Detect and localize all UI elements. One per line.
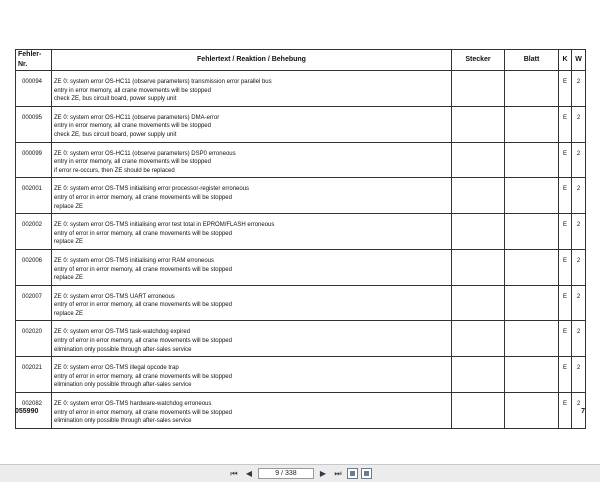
error-number: 002007 [16,285,52,321]
blatt-cell [505,393,559,429]
error-description-line: ZE 0: system error OS-TMS initialising error RAM erroneous [54,257,215,264]
error-description-line: ZE 0: system error OS-HC11 (observe parameters) DMA-error [54,114,220,121]
error-description [52,285,452,321]
w-cell: 2 [572,178,586,214]
stecker-cell [452,321,505,357]
stecker-cell [452,71,505,107]
w-cell: 2 [572,249,586,285]
w-cell: 2 [572,285,586,321]
error-description-line: ZE 0: system error OS-TMS hardware-watchdog erroneous [54,401,212,408]
error-description-line: entry in error memory, all crane movements will be stopped [54,123,211,130]
error-table [15,49,586,429]
previous-page-icon[interactable]: ◀ [245,469,253,478]
k-cell: E [559,285,572,321]
page-number: 7 [581,408,585,415]
error-description [52,249,452,285]
next-page-icon[interactable]: ▶ [319,469,327,478]
error-number: 000094 [16,71,52,107]
header-fehlertext: Fehlertext / Reaktion / Behebung [52,50,452,71]
table-row [16,321,586,357]
k-cell: E [559,106,572,142]
stecker-cell [452,142,505,178]
error-number: 002006 [16,249,52,285]
header-fehler-nr: Fehler-Nr. [16,50,52,71]
table-row [16,178,586,214]
k-cell: E [559,393,572,429]
error-description-line: entry of error in error memory, all crane movements will be stopped [54,409,232,416]
w-cell: 2 [572,142,586,178]
table-row [16,285,586,321]
k-cell: E [559,321,572,357]
error-description-line: replace ZE [54,239,84,246]
document-code: 055990 [15,408,39,415]
header-w: W [572,50,586,71]
blatt-cell [505,249,559,285]
blatt-cell [505,285,559,321]
last-page-icon[interactable]: ⏭ [334,468,342,478]
error-description-line: entry of error in error memory, all crane movements will be stopped [54,373,232,380]
stecker-cell [452,106,505,142]
page-indicator-input[interactable] [258,468,314,479]
error-description [52,71,452,107]
error-description-line: entry of error in error memory, all crane movements will be stopped [54,230,232,237]
w-cell: 2 [572,393,586,429]
pdf-viewer-toolbar [0,464,600,482]
error-description-line: ZE 0: system error OS-HC11 (observe parameters) DSP0 erroneous [54,150,236,157]
error-description-line: ZE 0: system error OS-HC11 (observe parameters) transmission error parallel bus [54,79,272,85]
k-cell: E [559,71,572,107]
header-k: K [559,50,572,71]
blatt-cell [505,214,559,250]
stecker-cell [452,393,505,429]
error-description-line: ZE 0: system error OS-TMS UART erroneous [54,293,175,300]
table-row [16,142,586,178]
fit-width-icon[interactable] [361,468,372,479]
stecker-cell [452,178,505,214]
w-cell: 2 [572,321,586,357]
table-row [16,357,586,393]
header-stecker: Stecker [452,50,505,71]
error-number: 002020 [16,321,52,357]
error-number: 000095 [16,106,52,142]
header-blatt: Blatt [505,50,559,71]
k-cell: E [559,214,572,250]
first-page-icon[interactable]: ⏮ [230,468,238,478]
k-cell: E [559,249,572,285]
error-description-line: elimination only possible through after-sales service [54,382,192,389]
error-description-line: entry in error memory, all crane movements will be stopped [54,87,211,94]
error-description-line: entry of error in error memory, all crane movements will be stopped [54,266,232,273]
error-description [52,357,452,393]
table-row [16,214,586,250]
error-description-line: elimination only possible through after-sales service [54,418,192,425]
error-description-line: check ZE, bus circuit board, power supply unit [54,131,177,138]
fit-page-icon[interactable] [347,468,358,479]
error-description-line: entry of error in error memory, all crane movements will be stopped [54,338,232,345]
stecker-cell [452,214,505,250]
w-cell: 2 [572,106,586,142]
blatt-cell [505,106,559,142]
error-description-line: ZE 0: system error OS-TMS task-watchdog expired [54,329,191,336]
error-description-line: replace ZE [54,203,84,210]
table-row [16,249,586,285]
error-description-line: entry in error memory, all crane movements will be stopped [54,159,211,166]
error-number: 002082 [16,393,52,429]
error-description [52,142,452,178]
k-cell: E [559,357,572,393]
error-description-line: entry of error in error memory, all crane movements will be stopped [54,302,232,309]
table-row [16,393,586,429]
stecker-cell [452,249,505,285]
w-cell: 2 [572,71,586,107]
w-cell: 2 [572,214,586,250]
error-description [52,106,452,142]
stecker-cell [452,285,505,321]
error-description-line: ZE 0: system error OS-TMS initialising error processor-register erroneous [54,186,250,193]
error-description [52,393,452,429]
error-description-line: check ZE, bus circuit board, power supply unit [54,96,177,103]
w-cell: 2 [572,357,586,393]
blatt-cell [505,178,559,214]
blatt-cell [505,357,559,393]
error-number: 002002 [16,214,52,250]
table-header-row [16,50,586,71]
error-number: 002021 [16,357,52,393]
error-description-line: replace ZE [54,275,84,282]
error-description-line: elimination only possible through after-sales service [54,346,192,353]
error-number: 000099 [16,142,52,178]
table-row [16,71,586,107]
error-description-line: replace ZE [54,310,84,317]
blatt-cell [505,71,559,107]
error-table-body [16,71,586,429]
error-number: 002001 [16,178,52,214]
error-description-line: entry of error in error memory, all crane movements will be stopped [54,194,232,201]
error-description-line: ZE 0: system error OS-TMS initialising error test total in EPROM/FLASH erroneous [54,222,275,229]
error-description [52,321,452,357]
stecker-cell [452,357,505,393]
blatt-cell [505,321,559,357]
k-cell: E [559,142,572,178]
blatt-cell [505,142,559,178]
error-description-line: if error re-occurs, then ZE should be replaced [54,167,175,174]
k-cell: E [559,178,572,214]
table-row [16,106,586,142]
error-description [52,178,452,214]
error-description [52,214,452,250]
error-description-line: ZE 0: system error OS-TMS illegal opcode trap [54,365,179,372]
